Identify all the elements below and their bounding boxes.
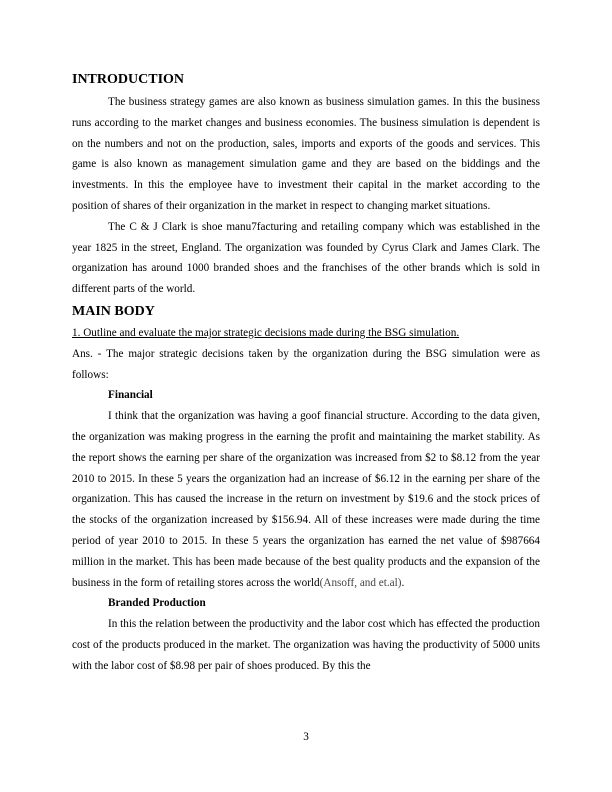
document-page bbox=[72, 70, 540, 677]
citation: (Ansoff, and et.al) bbox=[319, 576, 402, 589]
financial-end: . bbox=[401, 576, 405, 589]
branded-production-subheading: Branded Production bbox=[108, 597, 206, 610]
financial-paragraph bbox=[72, 406, 540, 593]
answer-intro: Ans. - The major strategic decisions taken by the organization during the BSG simulation were as follows: bbox=[72, 347, 540, 381]
branded-production-paragraph: In this the relation between the productivity and the labor cost which has effected the production cost of the products produced in the market. The organization was having the productivity of 5000 units with the labor cost of $8.98 per pair of shoes produced. By this the bbox=[72, 618, 540, 672]
intro-paragraph-1: The business strategy games are also known as business simulation games. In this the business runs according to the market changes and business economies. The business simulation is dependent is on the numbers and not on the production, sales, imports and exports of the goods and services. This game is also known as management simulation game and they are based on the biddings and the investments. In this the employee have to investment their capital in the market according to the position of shares of their organization in the market in respect to changing market situations. bbox=[72, 96, 540, 212]
financial-body: I think that the organization was having a goof financial structure. According to the data given, the organization was making progress in the earning the profit and maintaining the market stability. As the report shows the earning per share of the organization was increased from $2 to $8.12 from the year 2010 to 2015. In these 5 years the organization had an increase of $6.12 in the earning per share of the organization. This has caused the increase in the return on investment by $19.6 and the stock prices of the stocks of the organization increased by $156.94. All of these increases were made during the time period of year 2010 to 2015. In these 5 years the organization has earned the net value of $987664 million in the market. This has been made because of the best quality products and the expansion of the business in the form of retailing stores across the world bbox=[72, 410, 540, 589]
main-body-heading: MAIN BODY bbox=[72, 303, 155, 319]
intro-paragraph-2: The C & J Clark is shoe manu7facturing and retailing company which was established in the year 1825 in the street, England. The organization was founded by Cyrus Clark and James Clark. The organization has around 1000 branded shoes and the franchises of the other brands which is sold in different parts of the world. bbox=[72, 220, 540, 296]
question-text bbox=[72, 323, 540, 344]
introduction-heading: INTRODUCTION bbox=[72, 72, 185, 87]
financial-subheading: Financial bbox=[108, 389, 153, 402]
page-number: 3 bbox=[303, 731, 309, 743]
question-underlined: 1. Outline and evaluate the major strategic decisions made during the BSG simulation. bbox=[72, 326, 460, 339]
